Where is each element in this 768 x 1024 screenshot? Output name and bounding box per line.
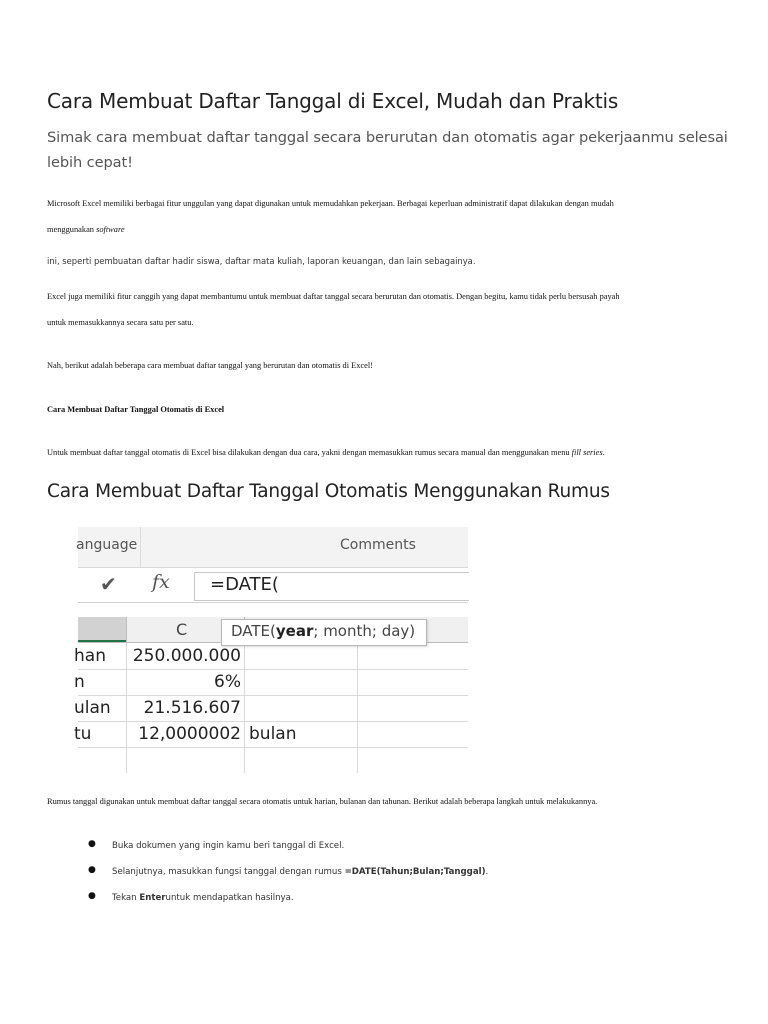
cell-b4: tu bbox=[74, 724, 92, 744]
tooltip-func: DATE( bbox=[231, 622, 276, 640]
grid-vline-1 bbox=[126, 643, 127, 773]
bullet-item-2 bbox=[112, 867, 488, 877]
cell-grid bbox=[74, 643, 468, 773]
section-heading: Cara Membuat Daftar Tanggal Otomatis Menggunakan Rumus bbox=[47, 481, 610, 502]
bullet-1: ● bbox=[88, 839, 96, 849]
cell-c1: 250.000.000 bbox=[132, 646, 241, 666]
cell-c2: 6% bbox=[214, 672, 241, 692]
bullet-2-post: . bbox=[485, 867, 489, 877]
bullet-3-pre: Tekan bbox=[112, 893, 140, 903]
cell-c3: 21.516.607 bbox=[143, 698, 241, 718]
article-subtitle: Simak cara membuat daftar tanggal secara berurutan dan otomatis agar pekerjaanmu selesai lebih cepat! bbox=[47, 129, 728, 171]
paragraph-1-line-2 bbox=[47, 225, 125, 234]
paragraph-1-text: menggunakan bbox=[47, 225, 94, 234]
function-tooltip bbox=[221, 619, 427, 646]
column-header-c: C bbox=[176, 620, 188, 639]
column-header-divider-1 bbox=[126, 617, 127, 642]
grid-hline-2 bbox=[78, 695, 468, 696]
cell-c4: 12,0000002 bbox=[138, 724, 241, 744]
paragraph-1-line-1: Microsoft Excel memiliki berbagai fitur unggulan yang dapat digunakan untuk memudahkan pekerjaan. Berbagai keperluan administratif dapat dilakukan dengan mudah bbox=[47, 199, 614, 208]
paragraph-2: ini, seperti pembuatan daftar hadir siswa, daftar mata kuliah, laporan keuangan, dan lain sebagainya. bbox=[47, 256, 476, 266]
bullet-3-post: untuk mendapatkan hasilnya. bbox=[165, 893, 294, 903]
ribbon-language-label: anguage bbox=[76, 537, 138, 553]
tooltip-text bbox=[231, 622, 415, 640]
excel-ribbon bbox=[78, 527, 468, 568]
grid-hline-3 bbox=[78, 721, 468, 722]
bullet-3-enter: Enter bbox=[139, 893, 166, 903]
check-icon: ✔ bbox=[100, 572, 117, 596]
ribbon-comments-label: Comments bbox=[340, 537, 416, 553]
column-header-b-selected bbox=[78, 617, 127, 642]
tooltip-active-arg: year bbox=[275, 622, 314, 640]
bullet-item-3 bbox=[112, 893, 294, 903]
paragraph-3-line-1: Excel juga memiliki fitur canggih yang dapat membantumu untuk membuat daftar tanggal secara berurutan dan otomatis. Dengan begitu, kamu tidak perlu bersusah payah bbox=[47, 292, 620, 301]
bullet-3: ● bbox=[88, 891, 96, 901]
paragraph-6 bbox=[47, 448, 605, 457]
bullet-2-pre: Selanjutnya, masukkan fungsi tanggal dengan rumus bbox=[112, 867, 345, 877]
formula-text: =DATE( bbox=[210, 574, 279, 595]
grid-vline-2 bbox=[244, 643, 245, 773]
grid-hline-4 bbox=[78, 747, 468, 748]
fill-series-italic: fill series bbox=[571, 448, 603, 457]
bullet-item-1: Buka dokumen yang ingin kamu beri tanggal di Excel. bbox=[112, 841, 345, 851]
cell-b2: n bbox=[74, 672, 85, 692]
article-title: Cara Membuat Daftar Tanggal di Excel, Mudah dan Praktis bbox=[47, 89, 619, 113]
paragraph-4: Nah, berikut adalah beberapa cara membuat daftar tanggal yang berurutan dan otomatis di Excel! bbox=[47, 361, 374, 370]
cell-b3: ulan bbox=[74, 698, 111, 718]
paragraph-7: Rumus tanggal digunakan untuk membuat daftar tanggal secara otomatis untuk harian, bulanan dan tahunan. Berikut adalah beberapa langkah untuk melakukannya. bbox=[47, 797, 598, 806]
formula-bar bbox=[78, 568, 468, 603]
grid-hline-1 bbox=[78, 669, 468, 670]
tooltip-rest: ; month; day) bbox=[313, 622, 416, 640]
paragraph-6-period: . bbox=[602, 448, 605, 457]
paragraph-3-line-2: untuk memasukkannya secara satu per satu. bbox=[47, 318, 194, 327]
paragraph-6-text: Untuk membuat daftar tanggal otomatis di Excel bisa dilakukan dengan dua cara, yakni dengan memasukkan rumus secara manual dan menggunakan menu bbox=[47, 448, 570, 457]
bullet-2-formula: =DATE(Tahun;Bulan;Tanggal) bbox=[344, 867, 486, 877]
grid-vline-3 bbox=[357, 643, 358, 773]
fx-icon: fx bbox=[152, 571, 170, 593]
bullet-2: ● bbox=[88, 865, 96, 875]
excel-screenshot bbox=[74, 527, 468, 773]
software-italic: software bbox=[96, 225, 125, 234]
cell-d4: bulan bbox=[249, 724, 297, 744]
cell-b1: han bbox=[74, 646, 106, 666]
ribbon-separator bbox=[140, 527, 141, 567]
section-heading-bold: Cara Membuat Daftar Tanggal Otomatis di Excel bbox=[47, 405, 225, 414]
